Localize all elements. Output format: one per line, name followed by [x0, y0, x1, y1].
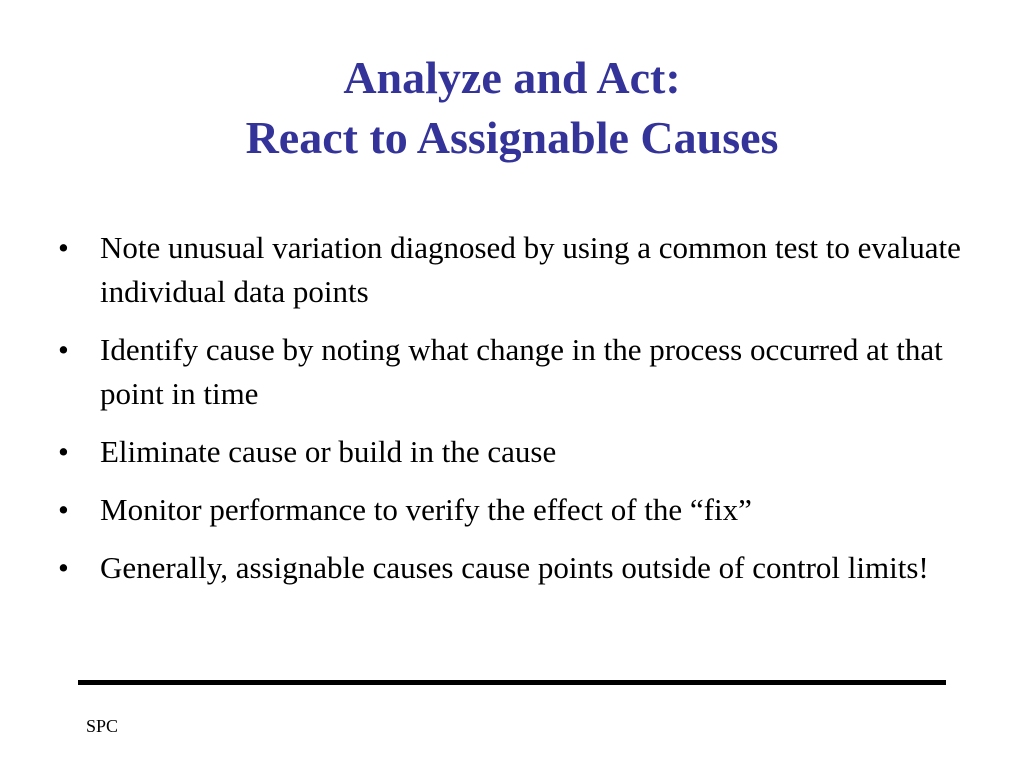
- bullet-item: [58, 488, 978, 532]
- bullet-item: [58, 546, 978, 590]
- bullet-text: Identify cause by noting what change in the process occurred at that point in time: [100, 332, 943, 411]
- bullet-text: Eliminate cause or build in the cause: [100, 434, 557, 469]
- title-line-1: Analyze and Act:: [343, 52, 681, 103]
- bullet-item: [58, 226, 978, 314]
- bullet-item: [58, 328, 978, 416]
- bullet-list: [58, 226, 978, 604]
- bullet-dot-icon: •: [58, 332, 69, 367]
- footer-label: SPC: [86, 716, 119, 736]
- title-line-2: React to Assignable Causes: [245, 112, 779, 163]
- bullet-dot-icon: •: [58, 230, 69, 265]
- bullet-text: Generally, assignable causes cause points outside of control limits!: [100, 550, 929, 585]
- bullet-item: [58, 430, 978, 474]
- bullet-text: Note unusual variation diagnosed by using a common test to evaluate individual data points: [100, 230, 961, 309]
- bullet-dot-icon: •: [58, 492, 69, 527]
- bullet-dot-icon: •: [58, 550, 69, 585]
- slide-title: [0, 48, 1024, 168]
- footer-divider: [78, 680, 946, 685]
- bullet-dot-icon: •: [58, 434, 69, 469]
- bullet-text: Monitor performance to verify the effect of the “fix”: [100, 492, 752, 527]
